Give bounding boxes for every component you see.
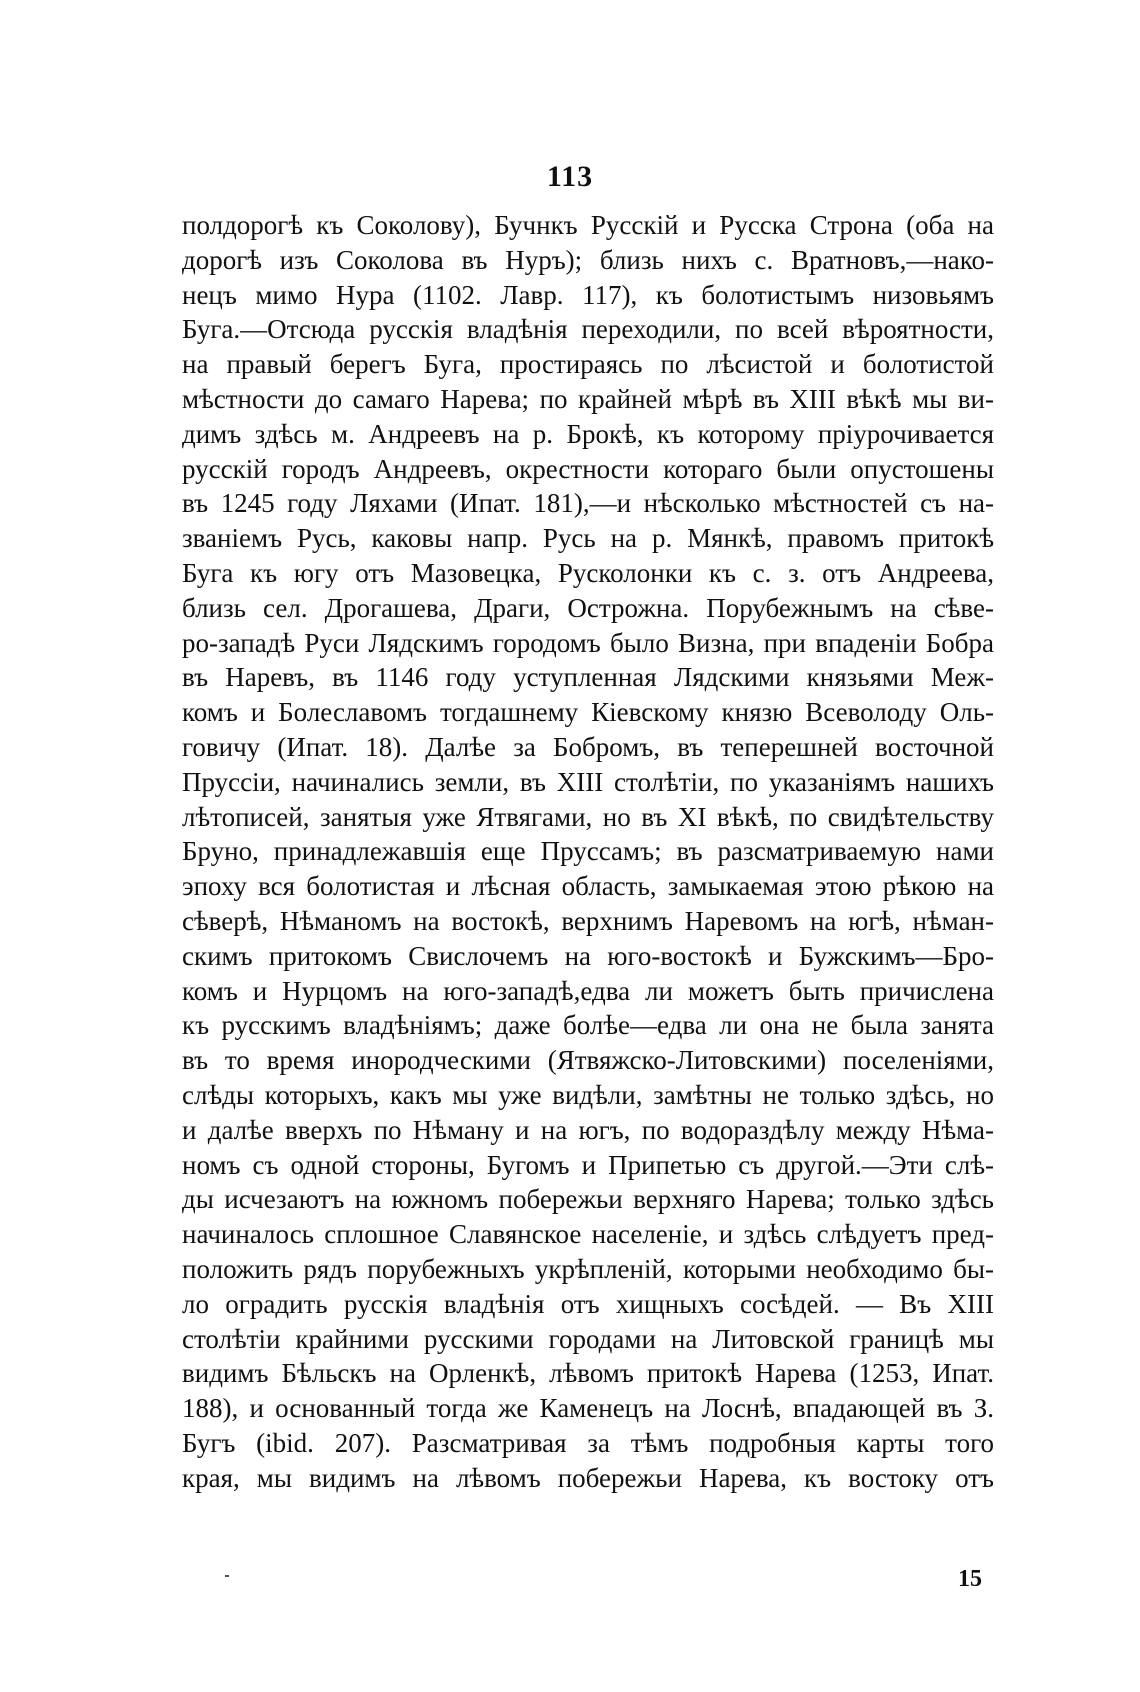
text-line: Пруссіи, начинались земли, въ XIII столѣтіи, по указаніямъ нашихъ	[182, 766, 994, 797]
text-line: въ Наревъ, въ 1146 году уступленная Лядскими князьями Меж-	[182, 662, 994, 693]
text-line: ро-западѣ Руси Лядскимъ городомъ было Визна, при впаденіи Бобра	[182, 627, 994, 658]
text-line: димъ здѣсь м. Андреевъ на р. Брокѣ, къ которому пріурочивается	[182, 418, 994, 449]
text-line: и далѣе вверхъ по Нѣману и на югъ, по водораздѣлу между Нѣма-	[182, 1114, 994, 1145]
text-line: въ то время инородческими (Ятвяжско-Литовскими) поселеніями,	[182, 1045, 994, 1076]
text-line: скимъ притокомъ Свислочемъ на юго-востокѣ и Бужскимъ—Бро-	[182, 940, 994, 971]
page-number: 113	[546, 160, 594, 193]
text-line: слѣды которыхъ, какъ мы уже видѣли, замѣтны не только здѣсь, но	[182, 1079, 994, 1110]
body-text	[182, 208, 994, 1495]
text-line: близь сел. Дрогашева, Драги, Острожна. Порубежнымъ на сѣве-	[182, 592, 994, 623]
text-line: къ русскимъ владѣніямъ; даже болѣе—едва ли она не была занята	[182, 1010, 994, 1041]
text-line: видимъ Бѣльскъ на Орленкѣ, лѣвомъ притокѣ Нарева (1253, Ипат.	[182, 1358, 994, 1389]
text-line: говичу (Ипат. 18). Далѣе за Бобромъ, въ теперешней восточной	[182, 731, 994, 762]
text-line: края, мы видимъ на лѣвомъ побережьи Нарева, къ востоку отъ	[182, 1462, 994, 1493]
text-line: эпоху вся болотистая и лѣсная область, замыкаемая этою рѣкою на	[182, 871, 994, 902]
text-line: сѣверѣ, Нѣманомъ на востокѣ, верхнимъ Наревомъ на югѣ, нѣман-	[182, 905, 994, 936]
signature-mark: 15	[958, 1566, 982, 1592]
text-line: полдорогѣ къ Соколову), Бучнкъ Русскій и Русска Строна (оба на	[182, 210, 994, 240]
text-line: нецъ мимо Нура (1102. Лавр. 117), къ болотистымъ низовьямъ	[182, 279, 994, 310]
text-line: начиналось сплошное Славянское населеніе, и здѣсь слѣдуетъ пред-	[182, 1219, 994, 1250]
text-line: дорогѣ изъ Соколова въ Нуръ); близь нихъ с. Вратновъ,—нако-	[182, 244, 994, 275]
text-line: Буга.—Отсюда русскія владѣнія переходили, по всей вѣроятности,	[182, 314, 994, 345]
text-line: въ 1245 году Ляхами (Ипат. 181),—и нѣсколько мѣстностей съ на-	[182, 488, 994, 519]
text-line: русскій городъ Андреевъ, окрестности котораго были опустошены	[182, 453, 994, 484]
text-line: ды исчезаютъ на южномъ побережьи верхняго Нарева; только здѣсь	[182, 1184, 994, 1215]
text-line: ло оградить русскія владѣнія отъ хищныхъ сосѣдей. — Въ XIII	[182, 1288, 994, 1319]
text-line: званіемъ Русь, каковы напр. Русь на р. Мянкѣ, правомъ притокѣ	[182, 523, 994, 554]
text-line: мѣстности до самаго Нарева; по крайней мѣрѣ въ XIII вѣкѣ мы ви-	[182, 383, 994, 414]
text-line: номъ съ одной стороны, Бугомъ и Припетью съ другой.—Эти слѣ-	[182, 1149, 994, 1180]
print-speck	[225, 1575, 229, 1577]
text-line: комъ и Болеславомъ тогдашнему Кіевскому князю Всеволоду Оль-	[182, 697, 994, 728]
text-line: положить рядъ порубежныхъ укрѣпленій, которыми необходимо бы-	[182, 1253, 994, 1284]
text-line: комъ и Нурцомъ на юго-западѣ,едва ли можетъ быть причислена	[182, 975, 994, 1006]
text-line: столѣтіи крайними русскими городами на Литовской границѣ мы	[182, 1323, 994, 1354]
text-line: 188), и основанный тогда же Каменецъ на Лоснѣ, впадающей въ З.	[182, 1393, 994, 1424]
text-line: на правый берегъ Буга, простираясь по лѣсистой и болотистой	[182, 349, 994, 380]
text-line: лѣтописей, занятыя уже Ятвягами, но въ XI вѣкѣ, по свидѣтельству	[182, 801, 994, 832]
text-line: Буга къ югу отъ Мазовецка, Русколонки къ с. з. отъ Андреева,	[182, 557, 994, 588]
text-line: Бугъ (ibid. 207). Разсматривая за тѣмъ подробныя карты того	[182, 1427, 994, 1458]
text-line: Бруно, принадлежавшія еще Пруссамъ; въ разсматриваемую нами	[182, 836, 994, 867]
